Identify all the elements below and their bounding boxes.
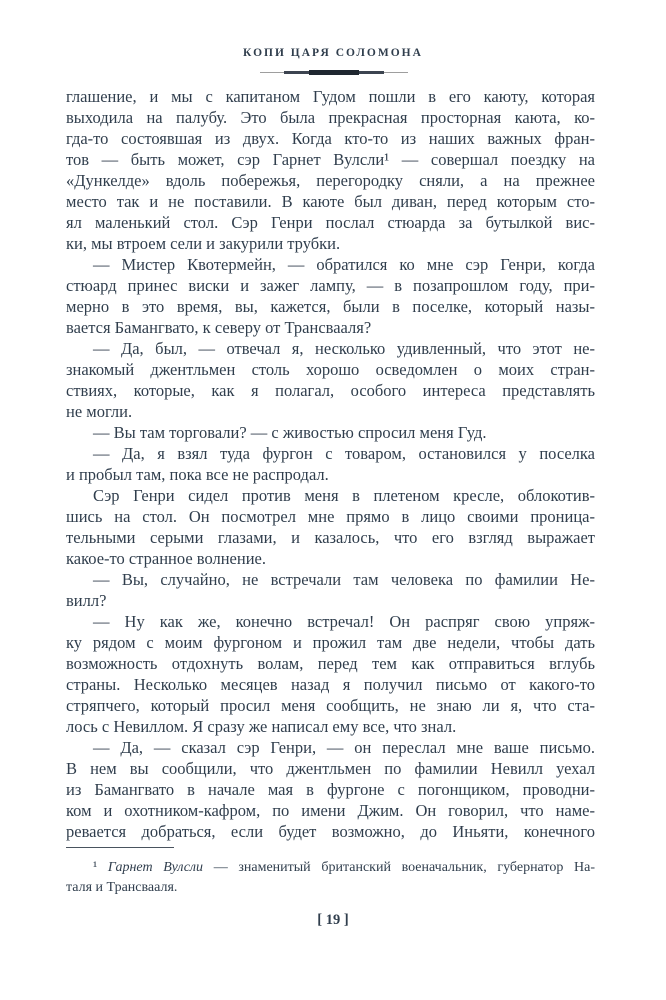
text-line: из Бамангвато в начале мая в фургоне с погонщиком, проводни- xyxy=(66,780,595,799)
text-line: ку рядом с моим фургоном и прожил там две недели, чтобы дать xyxy=(66,633,595,652)
footnote-line xyxy=(66,878,595,898)
text-line: тов — быть может, сэр Гарнет Вулсли¹ — совершал поездку на xyxy=(66,150,595,169)
text-line: — Вы там торговали? — с живостью спросил меня Гуд. xyxy=(93,423,487,442)
running-title: КОПИ ЦАРЯ СОЛОМОНА xyxy=(243,47,423,59)
text-line: страны. Несколько месяцев назад я получил письмо от какого-то xyxy=(66,675,595,694)
text-line: лось с Невиллом. Я сразу же написал ему все, что знал. xyxy=(66,717,457,736)
text-line: ком и охотником-кафром, по имени Джим. Он говорил, что наме- xyxy=(66,801,595,820)
text-line: гда-то состоявшая из двух. Когда кто-то из наших важных фран- xyxy=(66,129,595,148)
text-line: — Да, я взял туда фургон с товаром, остановился у поселка xyxy=(93,444,595,463)
footnote xyxy=(66,858,595,898)
text-line: мерно в это время, вы, кажется, были в поселке, который назы- xyxy=(66,297,595,316)
text-line: какое-то странное волнение. xyxy=(66,549,266,568)
text-line: вается Бамангвато, к северу от Трансвааля? xyxy=(66,318,372,337)
text-line: не могли. xyxy=(66,402,133,421)
text-line: вилл? xyxy=(66,591,107,610)
footnote-italic-text: Гарнет Вулсли xyxy=(107,860,204,875)
text-line: тельными серыми глазами, и казалось, что его взгляд выражает xyxy=(66,528,595,547)
text-line: глашение, и мы с капитаном Гудом пошли в его каюту, которая xyxy=(66,87,595,106)
text-line: — Да, был, — отвечал я, несколько удивленный, что этот не- xyxy=(93,339,595,358)
text-line: стряпчего, который просил меня сообщить, не знаю ли я, что ста- xyxy=(66,696,595,715)
page-number: [ 19 ] xyxy=(317,912,349,928)
footnote-separator xyxy=(66,847,174,848)
text-line: знакомый джентльмен столь хорошо осведомлен о моих стран- xyxy=(66,360,595,379)
text-line: — Да, — сказал сэр Генри, — он переслал мне ваше письмо. xyxy=(93,738,595,757)
text-line: шись на стол. Он посмотрел мне прямо в лицо своими проница- xyxy=(66,507,595,526)
text-line: место так и не поставили. В каюте был диван, перед которым сто- xyxy=(66,192,595,211)
text-line: ствиях, которые, как я полагал, особого интереса представлять xyxy=(66,381,595,400)
text-line: В нем вы сообщили, что джентльмен по фамилии Невилл уехал xyxy=(66,759,595,778)
text-line: ревается добраться, если будет возможно, до Иньяти, конечного xyxy=(66,822,595,841)
text-line: возможность отдохнуть волам, перед тем как отправиться вглубь xyxy=(66,654,595,673)
body-text xyxy=(66,86,595,842)
header-divider-ornament xyxy=(260,70,408,76)
text-line: выходила на палубу. Это была прекрасная просторная каюта, ко- xyxy=(66,108,595,127)
footnote-line xyxy=(66,858,595,878)
text-line: — Ну как же, конечно встречал! Он распряг свою упряж- xyxy=(93,612,595,631)
text-line: — Мистер Квотермейн, — обратился ко мне сэр Генри, когда xyxy=(93,255,595,274)
text-line: «Дункелде» вдоль побережья, перегородку сняли, а на прежнее xyxy=(66,171,595,190)
divider-core-rule xyxy=(309,70,359,75)
text-line: и пробыл там, пока все не распродал. xyxy=(66,465,329,484)
text-line: стюард принес виски и зажег лампу, — в позапрошлом году, при- xyxy=(66,276,595,295)
footnote-text: — знаменитый британский военачальник, губернатор На- xyxy=(203,860,595,875)
footnote-text: ¹ xyxy=(93,860,108,875)
text-line: — Вы, случайно, не встречали там человека по фамилии Не- xyxy=(93,570,595,589)
text-line: Сэр Генри сидел против меня в плетеном кресле, облокотив- xyxy=(93,486,595,505)
text-line: ки, мы втроем сели и закурили трубки. xyxy=(66,234,341,253)
footnote-text: таля и Трансвааля. xyxy=(66,880,178,895)
text-line: ял маленький стол. Сэр Генри послал стюарда за бутылкой вис- xyxy=(66,213,595,232)
